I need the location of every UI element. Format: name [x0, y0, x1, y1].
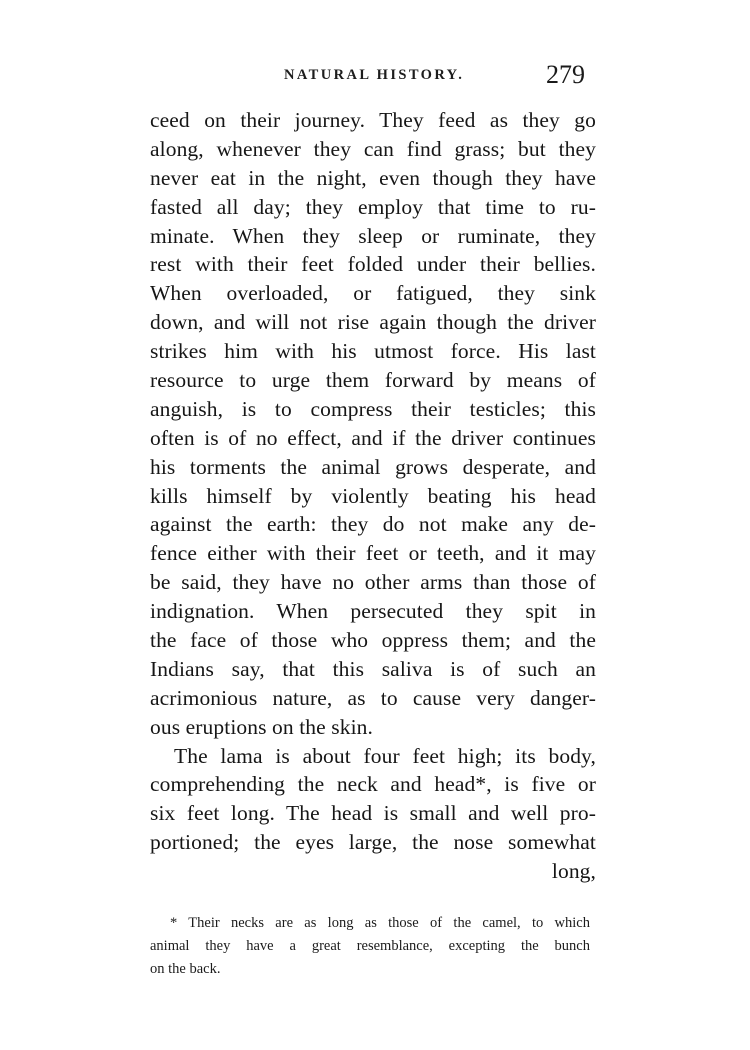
running-title: NATURAL HISTORY.: [284, 67, 465, 83]
text-line: comprehending the neck and head*, is five or: [150, 772, 596, 797]
page-number: 279: [546, 60, 585, 89]
text-line: rest with their feet folded under their bellies.: [150, 252, 596, 277]
text-line: often is of no effect, and if the driver continues: [150, 425, 596, 450]
text-line: down, and will not rise again though the driver: [150, 310, 596, 335]
text-line: kills himself by violently beating his head: [150, 483, 596, 508]
text-line: ceed on their journey. They feed as they go: [150, 108, 596, 132]
text-line: along, whenever they can find grass; but they: [150, 136, 596, 161]
text-line: minate. When they sleep or ruminate, they: [150, 223, 596, 248]
paragraph-start-line: The lama is about four feet high; its body,: [174, 743, 596, 768]
text-line: fasted all day; they employ that time to ru-: [150, 194, 596, 219]
running-head: [0, 60, 750, 94]
text-line: be said, they have no other arms than those of: [150, 570, 596, 595]
text-line: acrimonious nature, as to cause very danger-: [150, 685, 596, 710]
text-line: When overloaded, or fatigued, they sink: [150, 281, 596, 306]
text-line: Indians say, that this saliva is of such an: [150, 656, 596, 681]
text-line: portioned; the eyes large, the nose somewhat: [150, 830, 596, 855]
footnote-line: * Their necks are as long as those of the camel, to which: [170, 915, 590, 931]
footnote-line: animal they have a great resemblance, excepting the bunch: [150, 938, 590, 954]
text-line: the face of those who oppress them; and the: [150, 628, 596, 653]
text-line: strikes him with his utmost force. His last: [150, 339, 596, 364]
text-line: resource to urge them forward by means of: [150, 368, 596, 393]
text-line: against the earth: they do not make any de-: [150, 512, 596, 537]
text-line: six feet long. The head is small and well pro-: [150, 801, 596, 826]
text-line: anguish, is to compress their testicles; this: [150, 396, 596, 421]
catchword: long,: [551, 859, 596, 884]
text-line: never eat in the night, even though they have: [150, 165, 596, 190]
footnote-line: on the back.: [150, 961, 221, 977]
text-line: indignation. When persecuted they spit in: [150, 599, 596, 624]
footnote: [150, 912, 590, 981]
body-text: [150, 106, 596, 886]
paragraph-end-line: ous eruptions on the skin.: [150, 714, 373, 739]
text-line: his torments the animal grows desperate, and: [150, 454, 596, 479]
text-line: fence either with their feet or teeth, and it may: [150, 541, 596, 566]
